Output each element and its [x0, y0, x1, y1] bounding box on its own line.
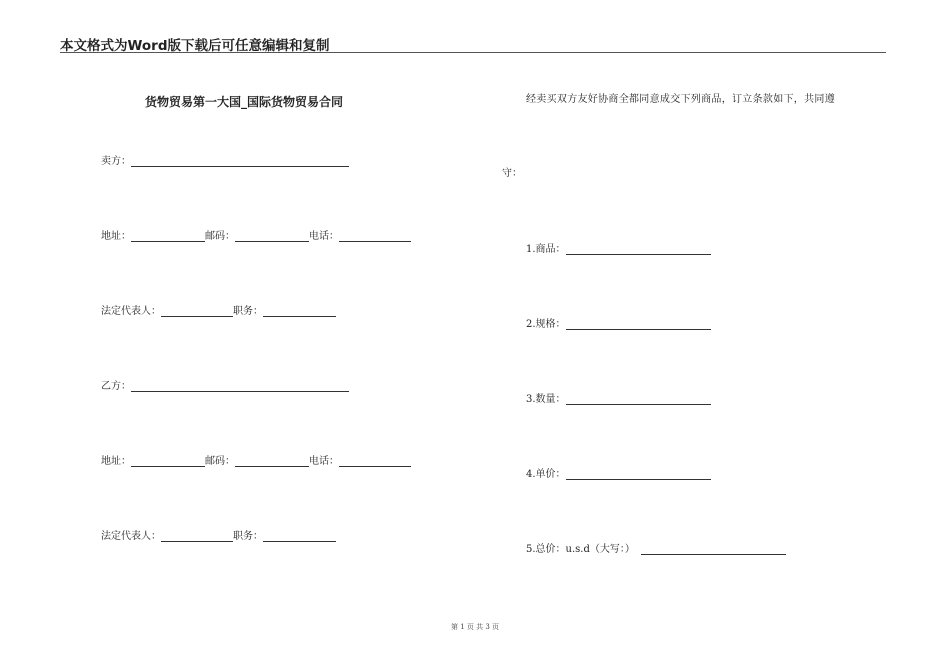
seller-address-row [101, 230, 411, 244]
buyer-blank [131, 380, 349, 392]
phone-label: 电话： [309, 456, 339, 467]
buyer-row [101, 380, 349, 394]
page-header [60, 34, 886, 53]
buyer-address-row [101, 455, 411, 469]
buyer-legal-rep-row [101, 530, 336, 544]
seller-row [101, 155, 349, 169]
item-blank [641, 543, 786, 555]
header-text: 本文格式为Word版下载后可任意编辑和复制 [60, 38, 330, 54]
item-row-goods [526, 243, 711, 257]
legal-rep-label: 法定代表人： [101, 531, 161, 542]
phone-blank [339, 230, 411, 242]
phone-blank [339, 455, 411, 467]
item-label: 2.规格： [526, 319, 566, 330]
legal-rep-blank [161, 530, 233, 542]
item-label: 3.数量： [526, 394, 566, 405]
address-blank [131, 455, 205, 467]
item-blank [566, 318, 711, 330]
item-label: 1.商品： [526, 244, 566, 255]
legal-rep-blank [161, 305, 233, 317]
intro-paragraph-line1: 经卖买双方友好协商全都同意成交下列商品，订立条款如下，共同遵 [526, 94, 835, 105]
item-row-quantity [526, 393, 711, 407]
phone-label: 电话： [309, 231, 339, 242]
legal-rep-label: 法定代表人： [101, 306, 161, 317]
address-label: 地址： [101, 456, 131, 467]
item-blank [566, 468, 711, 480]
position-label: 职务： [233, 531, 263, 542]
item-row-unit-price [526, 468, 711, 482]
postcode-label: 邮码： [205, 456, 235, 467]
buyer-label: 乙方： [101, 381, 131, 392]
item-label: 4.单价： [526, 469, 566, 480]
intro-paragraph-line2: 守： [502, 168, 522, 179]
position-blank [263, 305, 336, 317]
address-label: 地址： [101, 231, 131, 242]
position-label: 职务： [233, 306, 263, 317]
seller-blank [131, 155, 349, 167]
page-footer: 第 1 页 共 3 页 [450, 623, 500, 631]
postcode-blank [235, 455, 309, 467]
item-label: 5.总价：u.s.d（大写：） [526, 544, 635, 555]
position-blank [263, 530, 336, 542]
item-blank [566, 243, 711, 255]
postcode-blank [235, 230, 309, 242]
seller-label: 卖方： [101, 156, 131, 167]
address-blank [131, 230, 205, 242]
postcode-label: 邮码： [205, 231, 235, 242]
item-blank [566, 393, 711, 405]
document-title: 货物贸易第一大国_国际货物贸易合同 [145, 95, 344, 109]
seller-legal-rep-row [101, 305, 336, 319]
item-row-total-price [526, 543, 786, 557]
item-row-spec [526, 318, 711, 332]
